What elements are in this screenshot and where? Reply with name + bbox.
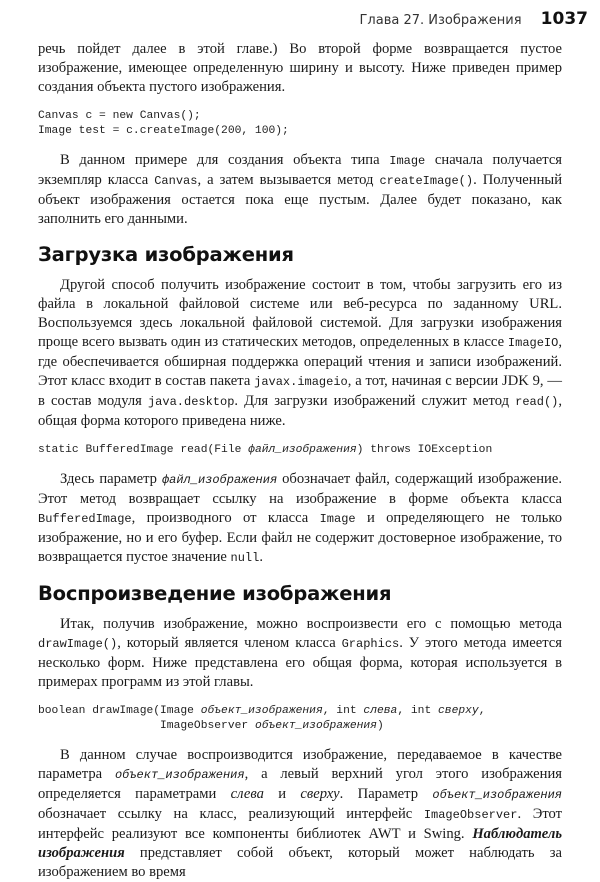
code-drawimage-signature: boolean drawImage(Image объект_изображения, int слева, int сверху, ImageObserver объект_изображения) [38,705,486,732]
paragraph-read-explanation: Здесь параметр файл_изображения обозначает файл, содержащий изображение. Этот метод возвращает ссылку на изображение в форме объекта класса BufferedImage, производного от класса Image и определяющего не только изображение, но и его буфер. Если файл не содержит достоверное изображение, то возвращается пустое значение null. [38,471,562,565]
running-header [0,9,588,33]
paragraph-loading: Другой способ получить изображение состоит в том, чтобы загрузить его из файла в локальной файловой системе или веб-ресурса по заданному URL. Воспользуемся здесь локальной файловой системой. Для загрузки изображения проще всего вызвать один из статических методов, определенных в классе ImageIO, где обеспечивается обширная поддержка операций чтения и записи изображений. Этот класс входит в состав пакета javax.imageio, а тот, начиная с версии JDK 9, — в состав модуля java.desktop. Для загрузки изображений служит метод read(), общая форма которого приведена ниже. [38,277,563,429]
paragraph-canvas-explanation: В данном примере для создания объекта типа Image сначала получается экземпляр класса Canvas, а затем вызывается метод createImage(). Полученный объект изображения остается пока еще пустым. Далее будет показано, как заполнить его данными. [38,152,563,227]
code-canvas-example: Canvas c = new Canvas(); Image test = c.createImage(200, 100); [38,110,289,137]
paragraph-drawing: Итак, получив изображение, можно воспроизвести его с помощью метода drawImage(), который является членом класса Graphics. У этого метода имеется несколько форм. Ниже представлена его общая форма, которая используется в примерах программ из этой главы. [38,616,562,690]
paragraph-drawing-explanation: В данном случае воспроизводится изображение, передаваемое в качестве параметра объект_изображения, а левый верхний угол этого изображения определяется параметрами слева и сверху. Параметр объект_изображения обозначает ссылку на класс, реализующий интерфейс ImageObserver. Этот интерфейс реализуют все компоненты библиотек AWT и Swing. Наблюдатель изображения представляет собой объект, который может наблюдать за изображением во время [38,747,562,880]
heading-loading-image: Загрузка изображения [38,243,294,266]
page-body [38,40,562,882]
paragraph-intro: речь пойдет далее в этой главе.) Во второй форме возвращается пустое изображение, имеющее определенную ширину и высоту. Ниже приведен пример создания объекта пустого изображения. [38,41,562,95]
page-number: 1037 [540,9,588,29]
chapter-title: Глава 27. Изображения [359,13,522,28]
heading-drawing-image: Воспроизведение изображения [38,582,392,605]
code-read-signature: static BufferedImage read(File файл_изображения) throws IOException [38,444,493,456]
